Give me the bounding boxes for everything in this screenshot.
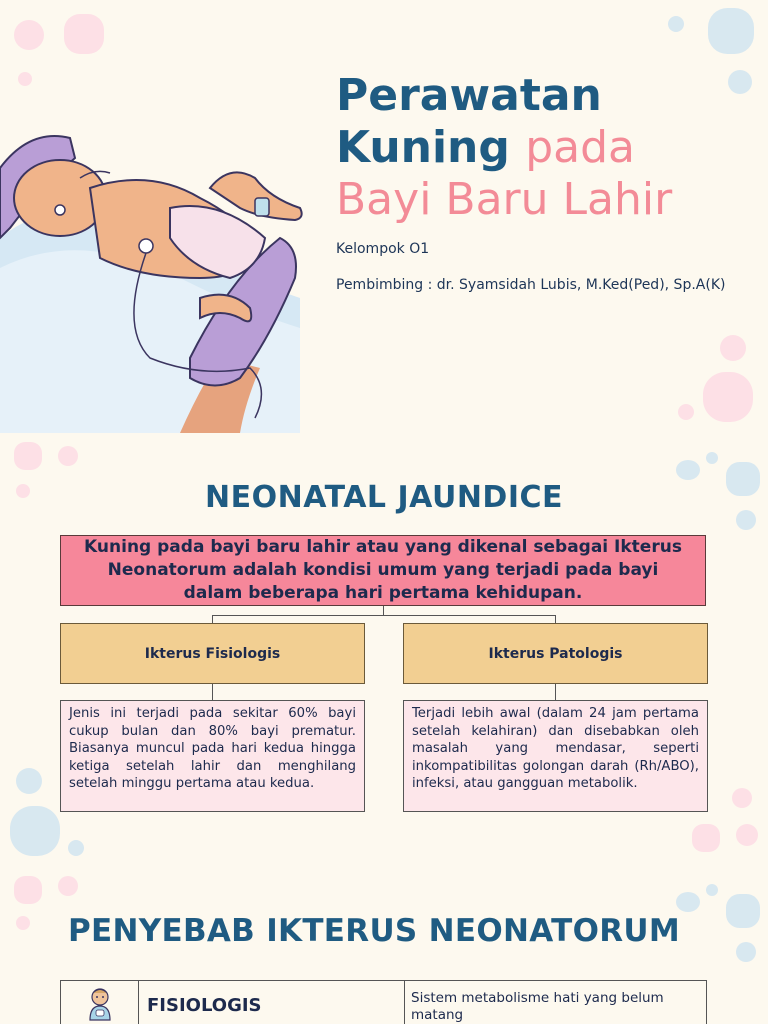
baby-icon bbox=[85, 987, 115, 1021]
connector-line bbox=[212, 615, 555, 616]
title-line-3: Bayi Baru Lahir bbox=[336, 174, 673, 225]
type-box-patologis: Ikterus Patologis bbox=[403, 623, 708, 684]
table-row-icon-cell bbox=[61, 981, 139, 1024]
title-line-1: Perawatan bbox=[336, 70, 602, 121]
causes-title: PENYEBAB IKTERUS NEONATORUM bbox=[68, 913, 681, 949]
title-kuning: Kuning bbox=[336, 122, 510, 173]
desc-box-patologis: Terjadi lebih awal (dalam 24 jam pertama setelah kelahiran) dan disebabkan oleh masalah yang mendasar, seperti inkompatibilitas golongan darah (Rh/ABO), infeksi, atau gangguan metabolik. bbox=[403, 700, 708, 812]
title-line-2 bbox=[336, 122, 756, 174]
desc-box-fisiologis: Jenis ini terjadi pada sekitar 60% bayi cukup bulan dan 80% bayi prematur. Biasanya muncul pada hari kedua hingga ketiga setelah lahir dan menghilang setelah minggu pertama atau kedua. bbox=[60, 700, 365, 812]
table-row-text: Sistem metabolisme hati yang belum matang bbox=[411, 990, 664, 1023]
connector-line bbox=[212, 615, 213, 623]
advisor-label: Pembimbing : dr. Syamsidah Lubis, M.Ked(Ped), Sp.A(K) bbox=[336, 277, 726, 293]
type-box-fisiologis: Ikterus Fisiologis bbox=[60, 623, 365, 684]
title-pada: pada bbox=[525, 122, 635, 173]
group-label: Kelompok O1 bbox=[336, 241, 430, 257]
causes-table bbox=[60, 980, 707, 1024]
neonatal-title: NEONATAL JAUNDICE bbox=[204, 480, 563, 515]
table-row-label: FISIOLOGIS bbox=[139, 981, 405, 1024]
connector-line bbox=[555, 684, 556, 700]
page-title bbox=[336, 70, 756, 226]
baby-incubator-illustration bbox=[0, 128, 310, 433]
connector-line bbox=[212, 684, 213, 700]
definition-box: Kuning pada bayi baru lahir atau yang dikenal sebagai Ikterus Neonatorum adalah kondisi umum yang terjadi pada bayi dalam beberapa hari pertama kehidupan. bbox=[60, 535, 706, 606]
connector-line bbox=[555, 615, 556, 623]
